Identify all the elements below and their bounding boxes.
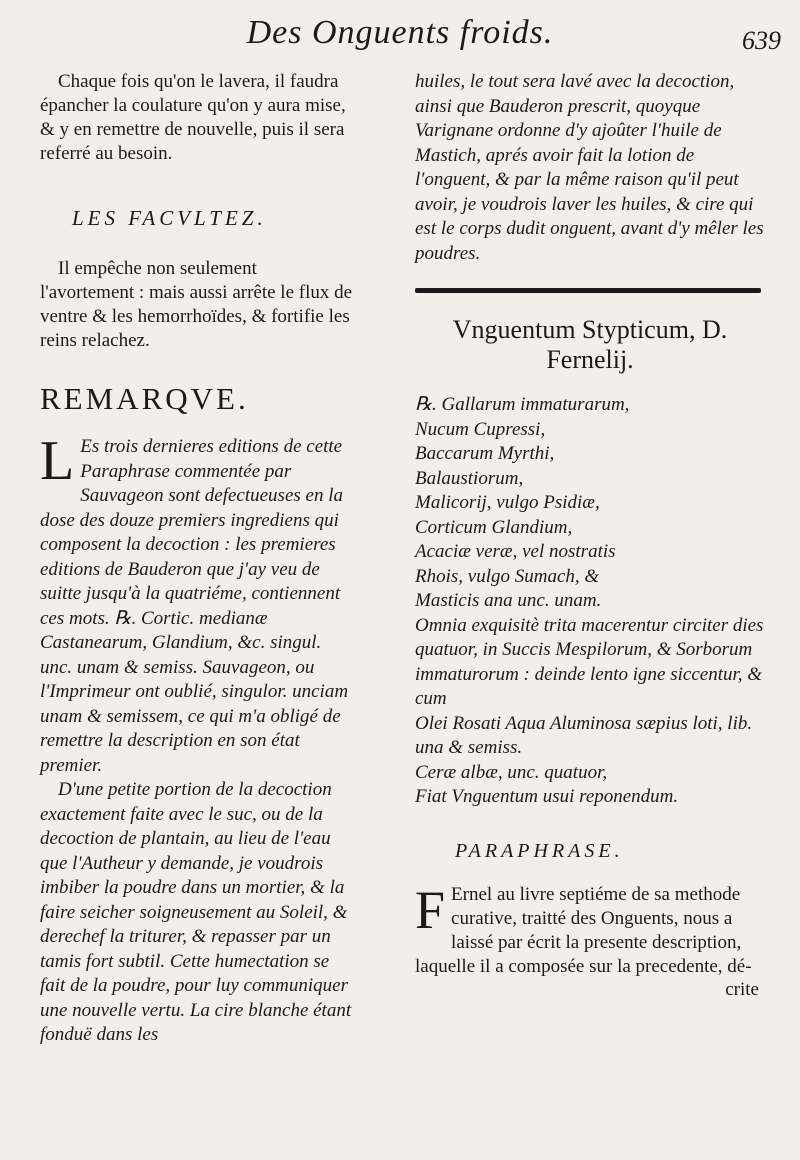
- ingredient-line: Malicorij, vulgo Psidiæ,: [415, 492, 600, 513]
- heading-remarque: REMARQVE.: [40, 381, 249, 416]
- ingredient-line: Balaustiorum,: [415, 467, 524, 489]
- catchword: crite: [725, 978, 759, 1000]
- remarque-paragraph-1: [40, 430, 355, 778]
- ingredient-line: Rhois, vulgo Sumach, &: [415, 565, 600, 587]
- paraphrase-paragraph: [415, 879, 765, 979]
- paragraph-huiles: huiles, le tout sera lavé avec la decoction, ainsi que Bauderon prescrit, quoyque Varignane ordonne d'y ajoûter l'huile de Mastich, aprés avoir fait la lotion de l'onguent, & par la même raison qu'il peut avoir, je voudrois laver les huiles, & cire qui est le corps dudit onguent, avant d'y mêler les poudres.: [415, 71, 764, 264]
- ingredient-line: Acaciæ veræ, vel nostratis: [415, 541, 616, 562]
- heading-facultez: LES FACVLTEZ.: [72, 206, 267, 230]
- ingredient-list: [415, 393, 765, 810]
- drop-cap: L: [40, 430, 75, 492]
- remarque-paragraph-2: D'une petite portion de la decoction exactement faite avec le suc, ou de la decoction de plantain, au lieu de l'eau que l'Autheur y demande, je voudrois imbiber la poudre dans un mortier, & la faire seicher soigneusement au Soleil, & derechef la triturer, & repasser par un tamis fort subtil. Cette humectation se fait de la poudre, pour luy communiquer une nouvelle vertu. La cire blanche étant fonduë dans les: [40, 779, 352, 1045]
- heading-paraphrase: PARAPHRASE.: [455, 839, 624, 862]
- right-column: [415, 70, 765, 1001]
- ingredient-line: Olei Rosati Aqua Aluminosa sæpius loti, lib. una & semiss.: [415, 712, 753, 758]
- paraphrase-text: Ernel au livre septiéme de sa methode curative, traitté des Onguents, nous a laissé par écrit la presente description, laquelle il a composée sur la precedente, dé-: [415, 883, 752, 977]
- ingredient-line: ℞. Gallarum immaturarum,: [415, 394, 630, 415]
- ingredient-line: Nucum Cupressi,: [415, 418, 546, 440]
- left-column: [40, 70, 355, 1048]
- ingredient-line: Ceræ albæ, unc. quatuor,: [415, 761, 608, 783]
- paragraph-lavage: Chaque fois qu'on le lavera, il faudra épancher la coulature qu'on y aura mise, & y en remettre de nouvelle, puis il sera referré au besoin.: [40, 71, 346, 164]
- ingredient-line: Fiat Vnguentum usui reponendum.: [415, 786, 679, 807]
- running-head: Des Onguents froids.: [246, 14, 554, 51]
- ingredient-line: Corticum Glandium,: [415, 516, 573, 538]
- ingredient-line: Masticis ana unc. unam.: [415, 590, 602, 611]
- ingredient-line: Baccarum Myrthi,: [415, 443, 555, 464]
- page-number: 639: [742, 26, 781, 55]
- paragraph-facultez: Il empêche non seulement l'avortement : mais aussi arrête le flux de ventre & les hemorrhoïdes, & fortifie les reins relachez.: [40, 258, 353, 351]
- remarque-text-1: Es trois dernieres editions de cette Paraphrase commentée par Sauvageon sont defectueuses en la dose des douze premiers ingrediens qui composent la decoction : les premieres editions de Bauderon que j'ay veu de suitte jusqu'à la quatriéme, contiennent ces mots. ℞. Cortic. medianæ Castanearum, Glandium, &c. singul. unc. unam & semiss. Sauvageon, ou l'Imprimeur ont oublié, singulor. unciam unam & semissem, ce qui m'a obligé de remettre la description en son état premier.: [40, 436, 349, 776]
- section-rule: [415, 288, 761, 293]
- ingredient-line: Omnia exquisitè trita macerentur circiter dies quatuor, in Succis Mespilorum, & Sorborum immaturorum : deinde lento igne siccentur, & cum: [415, 614, 764, 709]
- recipe-title: Vnguentum Stypticum, D. Fernelij.: [452, 315, 728, 374]
- drop-cap: F: [415, 879, 446, 940]
